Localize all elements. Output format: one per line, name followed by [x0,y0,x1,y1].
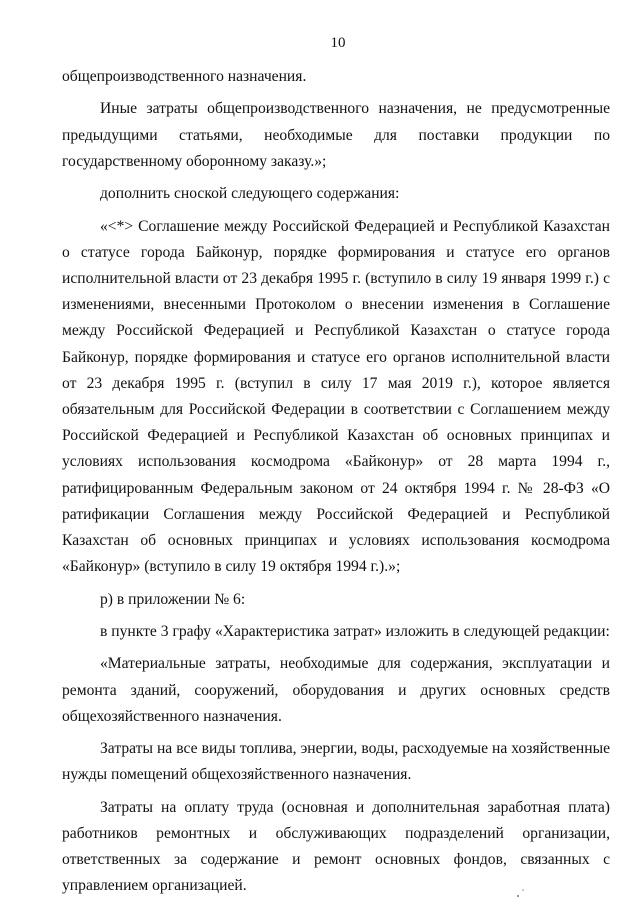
paragraph-fuel-costs: Затраты на все виды топлива, энергии, воды, расходуемые на хозяйственные нужды помещений общехозяйственного назначения. [62,740,610,784]
paragraph-item-r: р) в приложении № 6: [100,590,246,608]
paragraph-material-costs: «Материальные затраты, необходимые для содержания, эксплуатации и ремонта зданий, сооружений, оборудования и других основных средств общехозяйственного назначения. [62,655,610,725]
paragraph-continuation: общепроизводственного назначения. [62,68,307,85]
scan-speck [517,895,519,897]
paragraph-point-3: в пункте 3 графу «Характеристика затрат» изложить в следующей редакции: [100,623,610,640]
paragraph-other-costs: Иные затраты общепроизводственного назначения, не предусмотренные предыдущими статьями, необходимые для поставки продукции по государственному оборонному заказу.»; [62,100,610,170]
paragraph-footnote-agreement: «<*> Соглашение между Российской Федерацией и Республикой Казахстан о статусе города Байконур, порядке формирования и статусе его органов исполнительной власти от 23 декабря 1995 г. (вступило в силу 19 января 1999 г.) с изменениями, внесенными Протоколом о внесении изменения в Соглашение между Российской Федерацией и Республикой Казахстан о статусе города Байконур, порядке формирования и статусе его органов исполнительной власти от 23 декабря 1995 г. (вступил в силу 17 мая 2019 г.), которое является обязательным для Российской Федерации в соответствии с Соглашением между Российской Федерацией и Республикой Казахстан об основных принципах и условиях использования космодрома «Байконур» от 28 марта 1994 г., ратифицированным Федеральным законом от 24 октября 1994 г. № 28-ФЗ «О ратификации Соглашения между Российской Федерацией и Республикой Казахстан об основных принципах и условиях использования космодрома «Байконур» (вступило в силу 19 октября 1994 г.).»; [62,217,610,576]
scan-speck [522,889,524,891]
page-number: 10 [330,35,346,51]
paragraph-add-footnote: дополнить сноской следующего содержания: [100,185,400,203]
paragraph-labor-costs: Затраты на оплату труда (основная и дополнительная заработная плата) работников ремонтных и обслуживающих подразделений организации, ответственных за содержание и ремонт основных фондов, связанных с управлением организацией. [62,798,610,895]
